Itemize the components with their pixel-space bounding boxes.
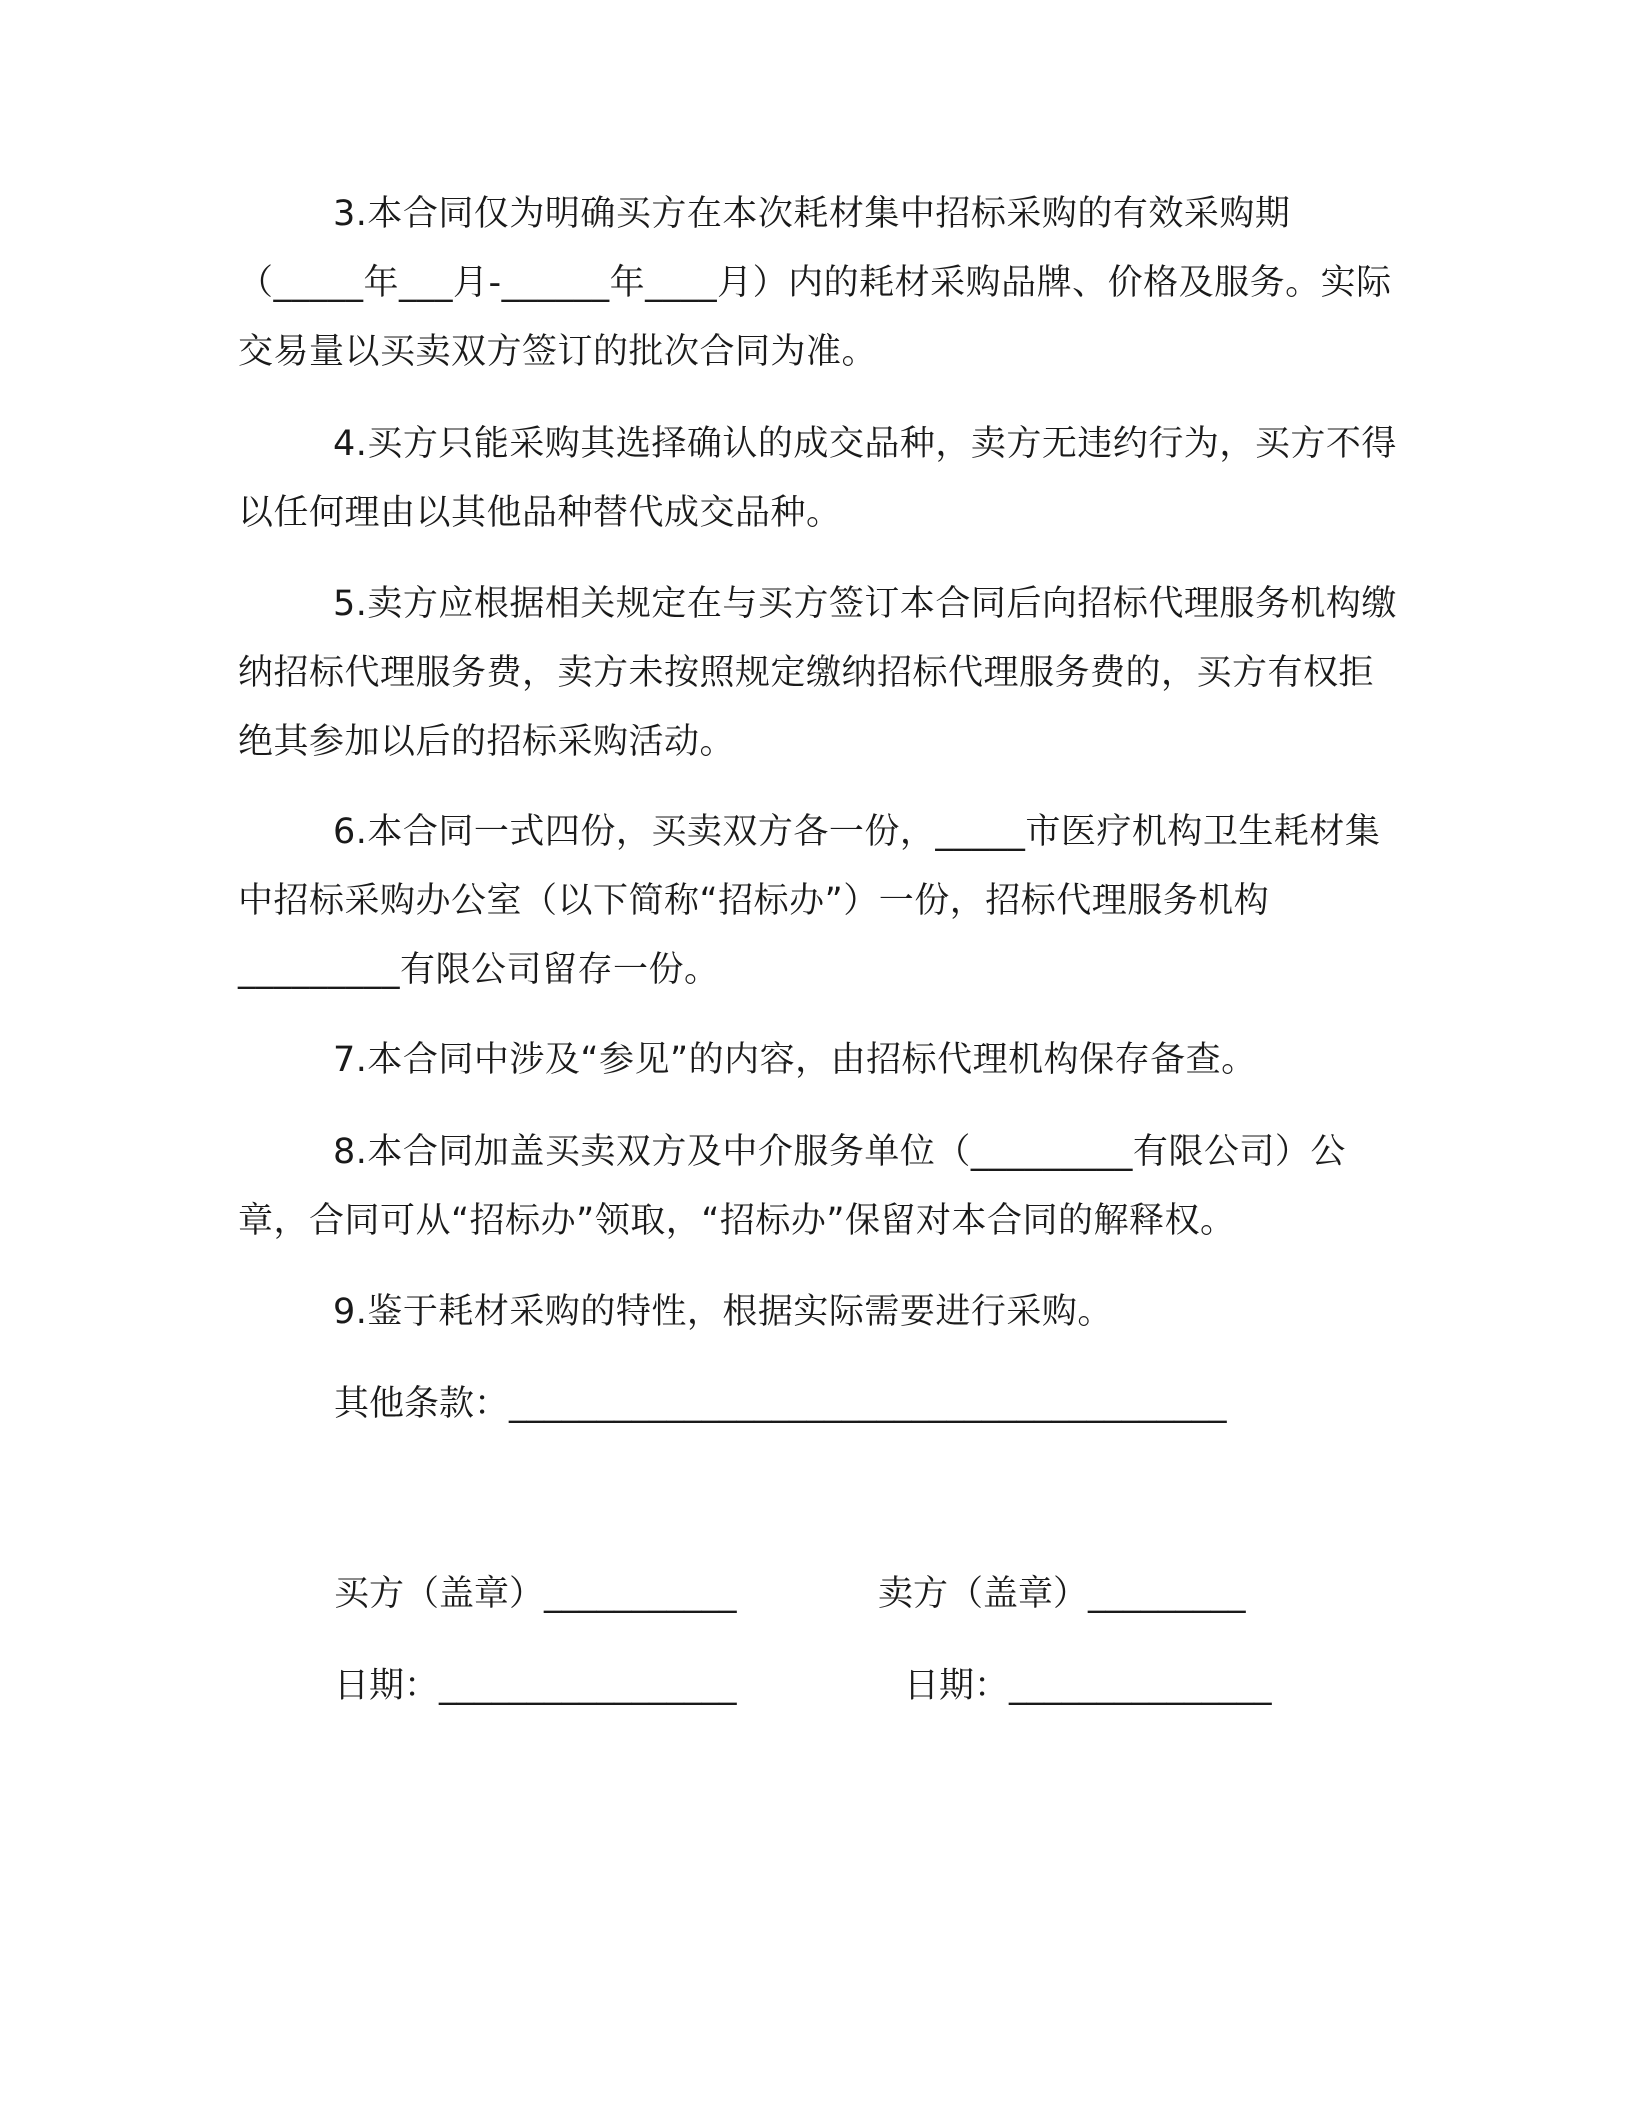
seller-date-line: 日期：_______________: [904, 1666, 1272, 1706]
buyer-seal-line: 买方（盖章）___________: [334, 1574, 737, 1614]
clause-4: 4.买方只能采购其选择确认的成交品种，卖方无违约行为，买方不得以任何理由以其他品种替代成交品种。: [238, 424, 1397, 533]
seller-seal-line: 卖方（盖章）_________: [878, 1574, 1246, 1614]
other-terms-line: 其他条款：_________________________________________: [334, 1384, 1227, 1424]
clause-7: 7.本合同中涉及“参见”的内容，由招标代理机构保存备查。: [333, 1040, 1257, 1080]
clause-9: 9.鉴于耗材采购的特性，根据实际需要进行采购。: [333, 1292, 1113, 1332]
clause-6: 6.本合同一式四份，买卖双方各一份，_____市医疗机构卫生耗材集中招标采购办公室（以下简称“招标办”）一份，招标代理服务机构_________有限公司留存一份。: [238, 812, 1381, 990]
clause-5: 5.卖方应根据相关规定在与买方签订本合同后向招标代理服务机构缴纳招标代理服务费，卖方未按照规定缴纳招标代理服务费的，买方有权拒绝其参加以后的招标采购活动。: [238, 584, 1397, 762]
clause-8: 8.本合同加盖买卖双方及中介服务单位（_________有限公司）公章，合同可从“招标办”领取，“招标办”保留对本合同的解释权。: [238, 1132, 1346, 1241]
clause-3: 3.本合同仅为明确买方在本次耗材集中招标采购的有效采购期（_____年___月-______年____月）内的耗材采购品牌、价格及服务。实际交易量以买卖双方签订的批次合同为准。: [238, 194, 1392, 372]
buyer-date-line: 日期：_________________: [334, 1666, 737, 1706]
